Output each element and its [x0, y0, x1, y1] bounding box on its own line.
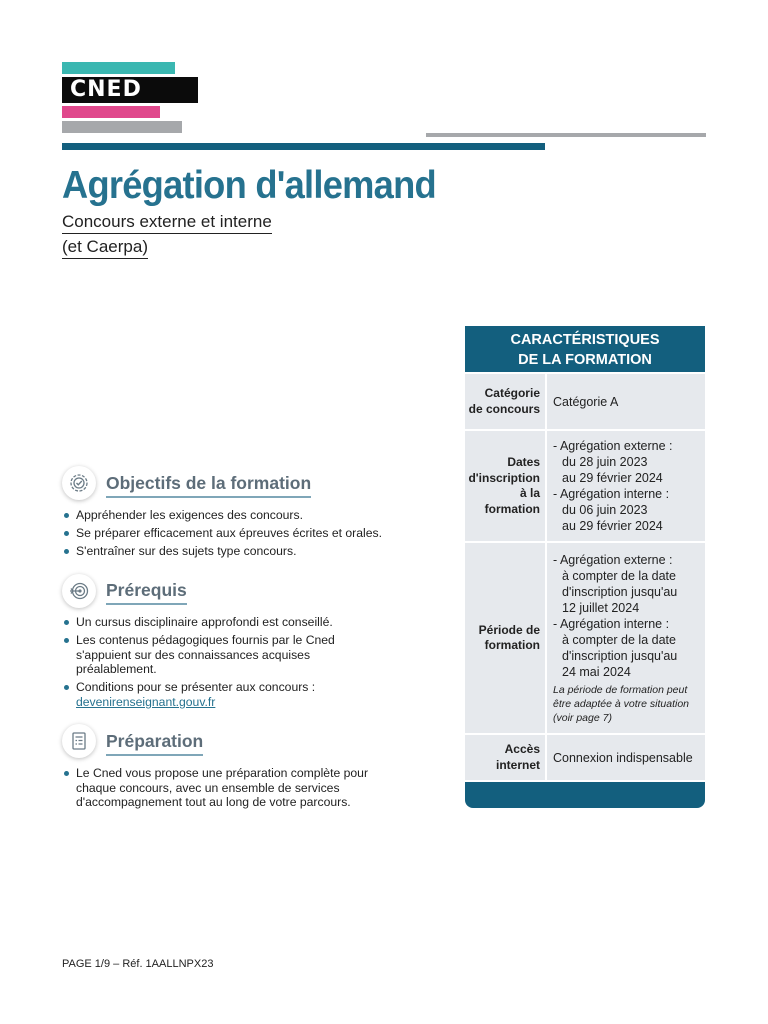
list-item: Appréhender les exigences des concours.	[62, 508, 402, 523]
section-title-prerequis: Prérequis	[106, 580, 187, 605]
logo-bar-pink	[62, 106, 160, 118]
list-item: Le Cned vous propose une préparation complète pour chaque concours, avec un ensemble de services d'accompagnement tout au long de votre parcours.	[62, 766, 376, 810]
table-row	[465, 372, 705, 429]
row-label-acces: Accès internet	[465, 735, 547, 780]
prerequis-list	[62, 615, 402, 713]
subtitle-line-2: (et Caerpa)	[62, 237, 148, 259]
logo	[62, 77, 198, 103]
devenirenseignant-link[interactable]: devenirenseignant.gouv.fr	[76, 694, 216, 709]
logo-text: CNED	[70, 77, 142, 102]
target-check-icon	[62, 466, 96, 500]
list-item: Un cursus disciplinaire approfondi est conseillé.	[62, 615, 402, 630]
row-label-categorie: Catégorie de concours	[465, 374, 547, 429]
subtitle-line-1: Concours externe et interne	[62, 212, 272, 234]
page-footer: PAGE 1/9 – Réf. 1AALLNPX23	[62, 958, 214, 970]
section-title-preparation: Préparation	[106, 731, 203, 756]
objectifs-list	[62, 508, 402, 562]
header-divider-blue	[62, 143, 545, 150]
row-value-acces: Connexion indispensable	[553, 750, 693, 765]
periode-note: La période de formation peut être adaptée à votre situation (voir page 7)	[553, 683, 690, 724]
row-label-dates: Dates d'inscription à la formation	[465, 431, 547, 541]
header-divider-gray	[426, 133, 706, 137]
table-header	[465, 326, 705, 372]
logo-bar-teal	[62, 62, 175, 74]
table-footer-band	[465, 780, 705, 808]
row-value-dates: - Agrégation externe : du 28 juin 2023 au 29 février 2024 - Agrégation interne : du 06 juin 2023 au 29 février 2024	[553, 439, 673, 533]
list-item	[62, 680, 402, 709]
section-title-objectifs: Objectifs de la formation	[106, 473, 311, 498]
list-item: Se préparer efficacement aux épreuves écrites et orales.	[62, 526, 402, 541]
page-title: Agrégation d'allemand	[62, 164, 436, 207]
table-row	[465, 733, 705, 780]
list-item: Les contenus pédagogiques fournis par le Cned s'appuient sur des connaissances acquises préalablement.	[62, 633, 366, 677]
table-header-line-1: CARACTÉRISTIQUES	[510, 332, 660, 348]
table-header-line-2: DE LA FORMATION	[518, 352, 652, 368]
list-item: S'entraîner sur des sujets type concours.	[62, 544, 402, 559]
preparation-list	[62, 766, 402, 813]
row-value-periode: - Agrégation externe : à compter de la date d'inscription jusqu'au 12 juillet 2024 - Agrégation interne : à compter de la date d'inscription jusqu'au 24 mai 2024 La période de formation peut être adaptée à votre situation (voir page 7)	[547, 543, 705, 733]
characteristics-table	[465, 326, 705, 808]
dartboard-icon	[62, 574, 96, 608]
document-checklist-icon	[62, 724, 96, 758]
table-row	[465, 429, 705, 541]
row-label-periode: Période de formation	[465, 543, 547, 733]
logo-bar-gray	[62, 121, 182, 133]
list-item-text: Conditions pour se présenter aux concours :	[76, 680, 316, 695]
table-row	[465, 541, 705, 733]
row-value-categorie: Catégorie A	[553, 394, 619, 409]
